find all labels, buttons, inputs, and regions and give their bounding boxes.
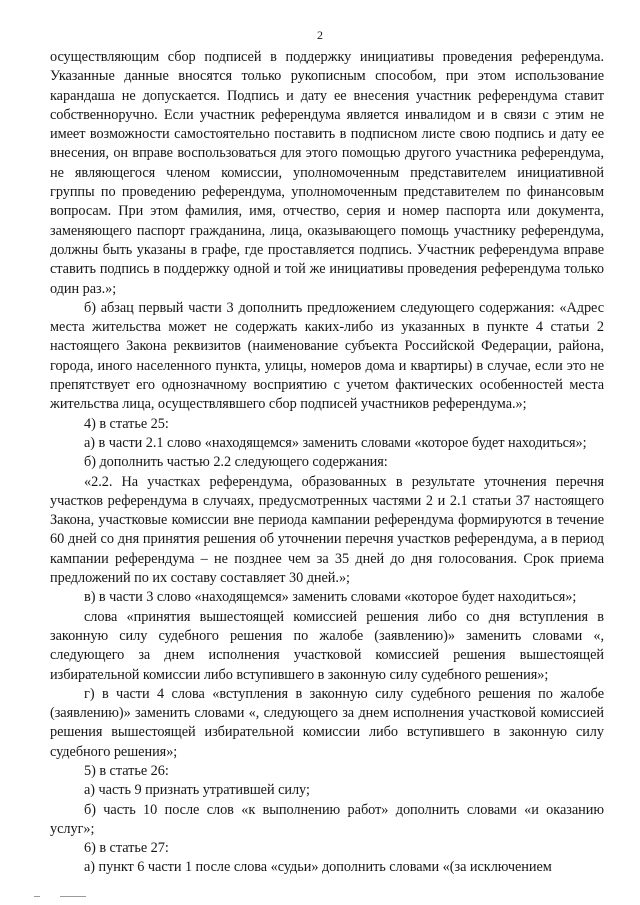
paragraph-article-27-a: а) пункт 6 части 1 после слова «судьи» дополнить словами «(за исключением — [84, 859, 552, 876]
scan-artifact-line — [60, 896, 86, 897]
paragraph-article-25: 4) в статье 25: — [84, 415, 169, 432]
paragraph-article-25-v: в) в части 3 слово «находящемся» заменить словами «которое будет находиться»; — [84, 589, 577, 606]
document-body — [50, 48, 604, 878]
paragraph-article-26-b: б) часть 10 после слов «к выполнению работ» дополнить словами «и оказанию услуг»; — [50, 801, 604, 837]
paragraph-article-26: 5) в статье 26: — [84, 762, 169, 779]
paragraph-article-25-b: б) дополнить частью 2.2 следующего содержания: — [84, 454, 388, 471]
scan-artifact-line — [34, 896, 40, 897]
paragraph-amend-part-3: б) абзац первый части 3 дополнить предложением следующего содержания: «Адрес места жительства может не содержать каких-либо из указанных в пункте 4 статьи 2 настоящего Закона реквизитов (наименование субъекта Российской Федерации, района, города, иного населенного пункта, улицы, номеров дома и квартиры) в случае, если это не препятствует его однозначному восприятию с учетом фактических особенностей места жительства лица, осуществлявшего сбор подписей участников референдума.»; — [50, 299, 604, 413]
paragraph-article-25-a: а) в части 2.1 слово «находящемся» заменить словами «которое будет находиться»; — [84, 434, 587, 451]
paragraph-article-25-g: г) в части 4 слова «вступления в законную силу судебного решения по жалобе (заявлению)» заменить словами «, следующего за днем исполнения участковой комиссией решения вышестоящей избирательной комиссии либо вступившего в законную силу судебного решения»; — [50, 685, 604, 760]
paragraph-replace-words: слова «принятия вышестоящей комиссией решения либо со дня вступления в законную силу судебного решения по жалобе (заявлению)» заменить словами «, следующего за днем исполнения участковой комиссией решения вышестоящей избирательной комиссии либо вступившего в законную силу судебного решения»; — [50, 608, 604, 683]
paragraph-article-27: 6) в статье 27: — [84, 840, 169, 857]
paragraph-signature-rules: осуществляющим сбор подписей в поддержку инициативы проведения референдума. Указанные данные вносятся только рукописным способом, при этом использование карандаша не допускается. Подпись и дату ее внесения участник референдума ставит собственноручно. Если участник референдума является инвалидом и в связи с этим не имеет возможности самостоятельно поставить в подписном листе свою подпись и дату ее внесения, он вправе воспользоваться для этого помощью другого участника референдума, не являющегося членом комиссии, уполномоченным представителем инициативной группы по проведению референдума, уполномоченным представителем по финансовым вопросам. При этом фамилия, имя, отчество, серия и номер паспорта или документа, заменяющего паспорт гражданина, лица, оказывающего помощь участнику референдума, должны быть указаны в графе, где проставляется подпись. Участник референдума вправе ставить подпись в поддержку одной и той же инициативы проведения референдума только один раз.»; — [50, 49, 604, 297]
paragraph-article-26-a: а) часть 9 признать утратившей силу; — [84, 782, 310, 799]
paragraph-part-2-2: «2.2. На участках референдума, образованных в результате уточнения перечня участков референдума в случаях, предусмотренных частями 2 и 2.1 статьи 37 настоящего Закона, участковые комиссии вне периода кампании референдума формируются в течение 60 дней со дня принятия решения об уточнении перечня участков референдума, а в период кампании референдума – не позднее чем за 35 дней до дня голосования. Срок приема предложений по их составу составляет 30 дней.»; — [50, 473, 604, 587]
page-number: 2 — [317, 28, 323, 42]
